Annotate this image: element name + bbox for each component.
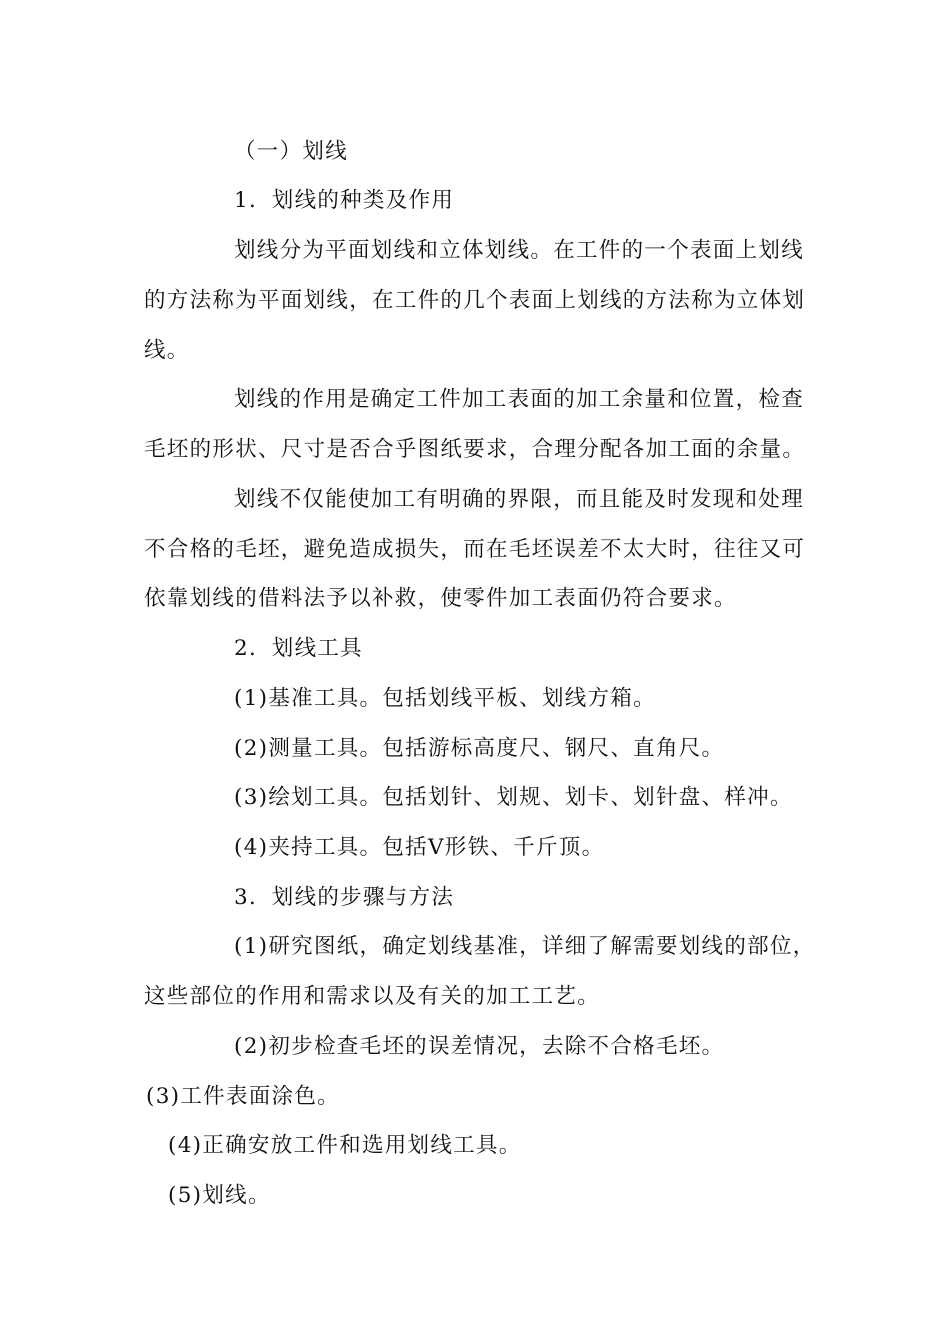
heading-tools: 2．划线工具: [234, 636, 363, 661]
step-1-line-1: (1)研究图纸，确定划线基准，详细了解需要划线的部位，: [234, 934, 816, 959]
paragraph-1-line-1: 划线分为平面划线和立体划线。在工件的一个表面上划线: [234, 238, 805, 263]
paragraph-3-line-2: 不合格的毛坯，避免造成损失，而在毛坯误差不太大时，往往又可: [144, 537, 806, 562]
section-title: （一）划线: [234, 139, 349, 164]
step-1-line-2: 这些部位的作用和需求以及有关的加工工艺。: [144, 984, 601, 1009]
tool-item: (1)基准工具。包括划线平板、划线方箱。: [234, 686, 656, 711]
tool-item: (2)测量工具。包括游标高度尺、钢尺、直角尺。: [234, 736, 725, 761]
paragraph-3-line-3: 依靠划线的借料法予以补救，使零件加工表面仍符合要求。: [144, 586, 737, 611]
step-5: (5)划线。: [168, 1183, 271, 1208]
tool-item: (3)绘划工具。包括划针、划规、划卡、划针盘、样冲。: [234, 785, 793, 810]
tool-item: (4)夹持工具。包括Ⅴ形铁、千斤顶。: [234, 835, 605, 860]
step-2: (2)初步检查毛坯的误差情况，去除不合格毛坯。: [234, 1034, 725, 1059]
step-3: (3)工件表面涂色。: [146, 1084, 340, 1109]
paragraph-1-line-3: 线。: [144, 338, 190, 363]
paragraph-2-line-1: 划线的作用是确定工件加工表面的加工余量和位置，检查: [234, 387, 805, 412]
step-4: (4)正确安放工件和选用划线工具。: [168, 1133, 522, 1158]
paragraph-3-line-1: 划线不仅能使加工有明确的界限，而且能及时发现和处理: [234, 487, 805, 512]
paragraph-2-line-2: 毛坯的形状、尺寸是否合乎图纸要求，合理分配各加工面的余量。: [144, 437, 806, 462]
paragraph-1-line-2: 的方法称为平面划线，在工件的几个表面上划线的方法称为立体划: [144, 288, 806, 313]
heading-types-and-functions: 1．划线的种类及作用: [234, 188, 455, 213]
heading-steps-and-methods: 3．划线的步骤与方法: [234, 885, 455, 910]
